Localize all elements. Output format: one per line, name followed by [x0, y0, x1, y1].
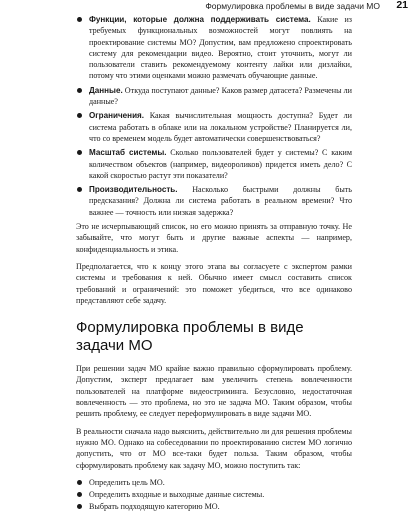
list-item-text: Сколько пользователей будет у системы? С каким количеством объектов (например, видеороликов) придется иметь дело? С какой скоростью растут эти показатели? — [89, 148, 352, 180]
list-item-text: Насколько быстрыми должны быть предсказания? Должна ли система работать в реальном времени? Что важнее — точность или низкая задержка? — [89, 185, 352, 217]
bullet-icon — [77, 492, 82, 497]
list-item — [76, 85, 352, 108]
bullet-icon — [77, 187, 82, 192]
bullet-icon — [77, 480, 82, 485]
list-item-text: Определить цель МО. — [89, 477, 165, 487]
page-body — [76, 14, 352, 514]
requirements-list — [76, 14, 352, 218]
list-item-term: Производительность. — [89, 185, 178, 195]
section-title: Формулировка проблемы в виде задачи МО — [76, 319, 304, 355]
list-item-term: Функции, которые должна поддерживать система. — [89, 15, 311, 24]
list-item — [76, 477, 352, 488]
page-header — [0, 0, 420, 14]
list-item-term: Масштаб системы. — [89, 148, 167, 158]
list-item-text: Определить входные и выходные данные системы. — [89, 490, 265, 500]
bullet-icon — [77, 113, 82, 118]
list-item — [76, 489, 352, 500]
paragraph: В реальности сначала надо выяснить, действительно ли для решения проблемы нужно МО. Однако на собеседовании по проектированию систем МО логично допустить, что от МО все-таки будет польза. Таким образом, чтобы сформулировать проблему как задачу МО, можно поступить так: — [76, 426, 352, 470]
list-item-term: Данные. — [89, 85, 123, 95]
list-item — [76, 110, 352, 144]
list-item — [76, 184, 352, 218]
bullet-icon — [77, 88, 82, 93]
list-item-text: Откуда поступают данные? Каков размер датасета? Размечены ли данные? — [89, 85, 352, 107]
paragraph: Предполагается, что к концу этого этапа вы согласуете с экспертом рамки системы и требования к ней. Обычно имеет смысл составить список требований и ограничений: это поможет убедиться, что все одинаково представляют себе задачу. — [76, 261, 352, 305]
bullet-icon — [77, 504, 82, 509]
running-head: Формулировка проблемы в виде задачи МО — [205, 1, 380, 11]
list-item-text: Выбрать подходящую категорию МО. — [89, 502, 220, 512]
list-item-text: Какая вычислительная мощность доступна? Будет ли система работать в облаке или на локальном устройстве? Планируется ли, что со временем модель будет автоматически совершенствоваться? — [89, 111, 352, 143]
list-item-text: Какие из требуемых функциональных возможностей могут повлиять на проектирование системы МО? Допустим, вам предложено спроектировать систему для рекомендации видео. Вероятно, стоит уточнить, могут ли пользователи ставить рекомендуемому контенту лайки или дизлайки, потому что этими оценками можно размечать обучающие данные. — [89, 15, 352, 81]
steps-list — [76, 477, 352, 513]
list-item — [76, 501, 352, 512]
paragraph: При решении задач МО крайне важно правильно сформулировать проблему. Допустим, эксперт предлагает вам увеличить степень вовлеченности пользователей на платформе видеостриминга. Безусловно, недостаточная вовлеченность — это проблема, но это не задача МО. Таким образом, чтобы решить проблему, ее следует переформулировать в виде задачи МО. — [76, 364, 352, 419]
list-item-term: Ограничения. — [89, 111, 145, 121]
paragraph: Это не исчерпывающий список, но его можно принять за отправную точку. Не забывайте, что могут быть и другие важные аспекты — например, конфиденциальность и этика. — [76, 222, 352, 254]
bullet-icon — [77, 150, 82, 155]
list-item — [76, 147, 352, 181]
bullet-icon — [77, 17, 82, 22]
list-item — [76, 14, 352, 82]
page-number: 21 — [396, 0, 408, 11]
